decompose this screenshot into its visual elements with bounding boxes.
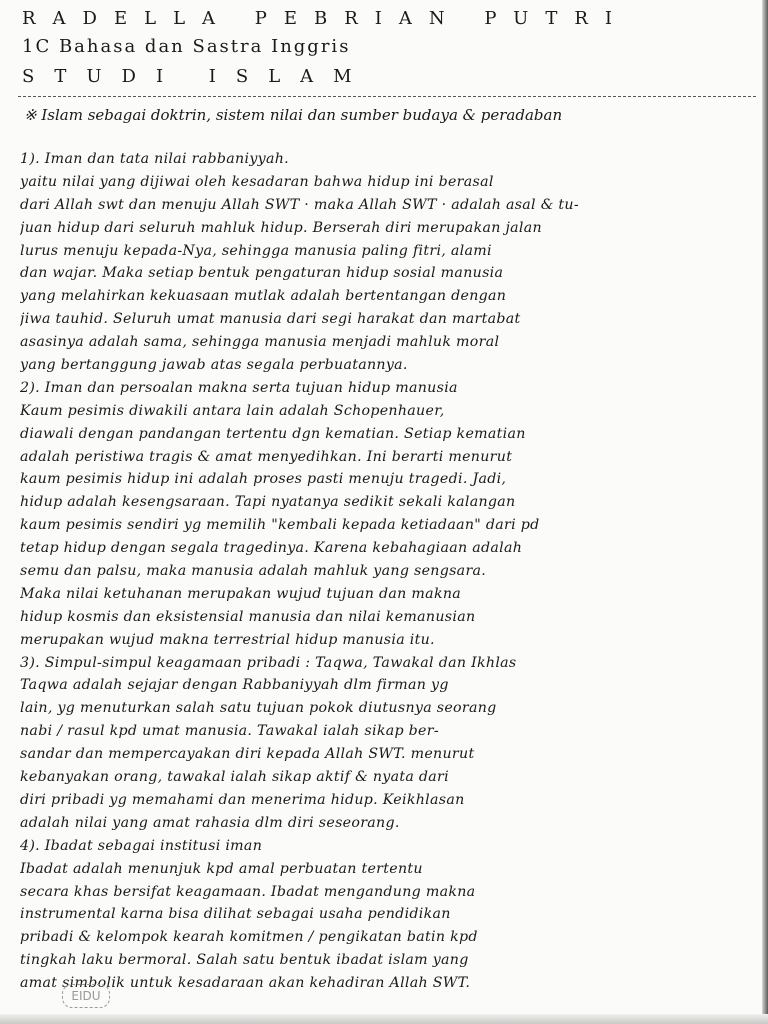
header-rule	[18, 96, 756, 97]
student-name: RADELLA PEBRIAN PUTRI	[22, 8, 629, 29]
text-line: nabi / rasul kpd umat manusia. Tawakal ialah sikap ber-	[20, 723, 439, 740]
text-line: hidup adalah kesengsaraan. Tapi nyatanya sedikit sekali kalangan	[20, 494, 516, 511]
text-line: lurus menuju kepada-Nya, sehingga manusia paling fitri, alami	[20, 242, 492, 259]
faint-stamp: EIDU	[62, 984, 110, 1008]
text-line: diri pribadi yg memahami dan menerima hidup. Keikhlasan	[20, 791, 465, 808]
topic-heading: ※ Islam sebagai doktrin, sistem nilai dan sumber budaya & peradaban	[24, 106, 563, 124]
scan-edge-right	[762, 0, 768, 1024]
text-line: adalah nilai yang amat rahasia dlm diri seseorang.	[20, 814, 400, 831]
page-header	[22, 6, 722, 92]
text-line: asasinya adalah sama, sehingga manusia menjadi mahluk moral	[20, 334, 500, 351]
text-line: Maka nilai ketuhanan merupakan wujud tujuan dan makna	[20, 585, 462, 602]
text-line: tetap hidup dengan segala tragedinya. Karena kebahagiaan adalah	[20, 540, 523, 557]
text-line: yang melahirkan kekuasaan mutlak adalah bertentangan dengan	[20, 288, 507, 305]
text-line: tingkah laku bermoral. Salah satu bentuk ibadat islam yang	[20, 952, 469, 969]
text-line: jiwa tauhid. Seluruh umat manusia dari segi harakat dan martabat	[20, 311, 521, 328]
essay-body	[20, 148, 750, 995]
text-line: diawali dengan pandangan tertentu dgn kematian. Setiap kematian	[20, 425, 526, 442]
text-line: semu dan palsu, maka manusia adalah mahluk yang sengsara.	[20, 563, 487, 580]
section-heading: 1). Iman dan tata nilai rabbaniyyah.	[20, 151, 289, 167]
text-line: juan hidup dari seluruh mahluk hidup. Berserah diri merupakan jalan	[20, 219, 542, 236]
text-line: pribadi & kelompok kearah komitmen / pengikatan batin kpd	[20, 929, 478, 946]
text-line: lain, yg menuturkan salah satu tujuan pokok diutusnya seorang	[20, 700, 497, 717]
section-heading: 2). Iman dan persoalan makna serta tujuan hidup manusia	[20, 379, 458, 396]
scan-edge-bottom	[0, 1014, 768, 1024]
text-line: amat simbolik untuk kesadaraan akan kehadiran Allah SWT.	[20, 975, 471, 992]
text-line: kaum pesimis hidup ini adalah proses pasti menuju tragedi. Jadi,	[20, 471, 507, 488]
text-line: kebanyakan orang, tawakal ialah sikap aktif & nyata dari	[20, 769, 449, 786]
subject-title: STUDI ISLAM	[22, 66, 372, 87]
text-line: Ibadat adalah menunjuk kpd amal perbuatan tertentu	[20, 860, 423, 877]
text-line: instrumental karna bisa dilihat sebagai usaha pendidikan	[20, 906, 451, 923]
text-line: sandar dan mempercayakan diri kepada Allah SWT. menurut	[20, 746, 475, 763]
text-line: secara khas bersifat keagamaan. Ibadat mengandung makna	[20, 883, 476, 900]
text-line: merupakan wujud makna terrestrial hidup manusia itu.	[20, 631, 435, 648]
text-line: adalah peristiwa tragis & amat menyedihkan. Ini berarti menurut	[20, 448, 513, 465]
text-line: dan wajar. Maka setiap bentuk pengaturan hidup sosial manusia	[20, 265, 504, 282]
text-line: yaitu nilai yang dijiwai oleh kesadaran bahwa hidup ini berasal	[20, 173, 494, 190]
text-line: yang bertanggung jawab atas segala perbuatannya.	[20, 357, 408, 374]
text-line: hidup kosmis dan eksistensial manusia dan nilai kemanusian	[20, 608, 476, 625]
text-line: Taqwa adalah sejajar dengan Rabbaniyyah dlm firman yg	[20, 677, 449, 694]
text-line: kaum pesimis sendiri yg memilih "kembali kepada ketiadaan" dari pd	[20, 517, 540, 534]
section-heading: 4). Ibadat sebagai institusi iman	[20, 837, 263, 854]
text-line: dari Allah swt dan menuju Allah SWT · maka Allah SWT · adalah asal & tu-	[20, 196, 579, 213]
section-heading: 3). Simpul-simpul keagamaan pribadi : Taqwa, Tawakal dan Ikhlas	[20, 654, 517, 671]
student-class: 1C Bahasa dan Sastra Inggris	[22, 36, 351, 57]
text-line: Kaum pesimis diwakili antara lain adalah Schopenhauer,	[20, 402, 445, 419]
